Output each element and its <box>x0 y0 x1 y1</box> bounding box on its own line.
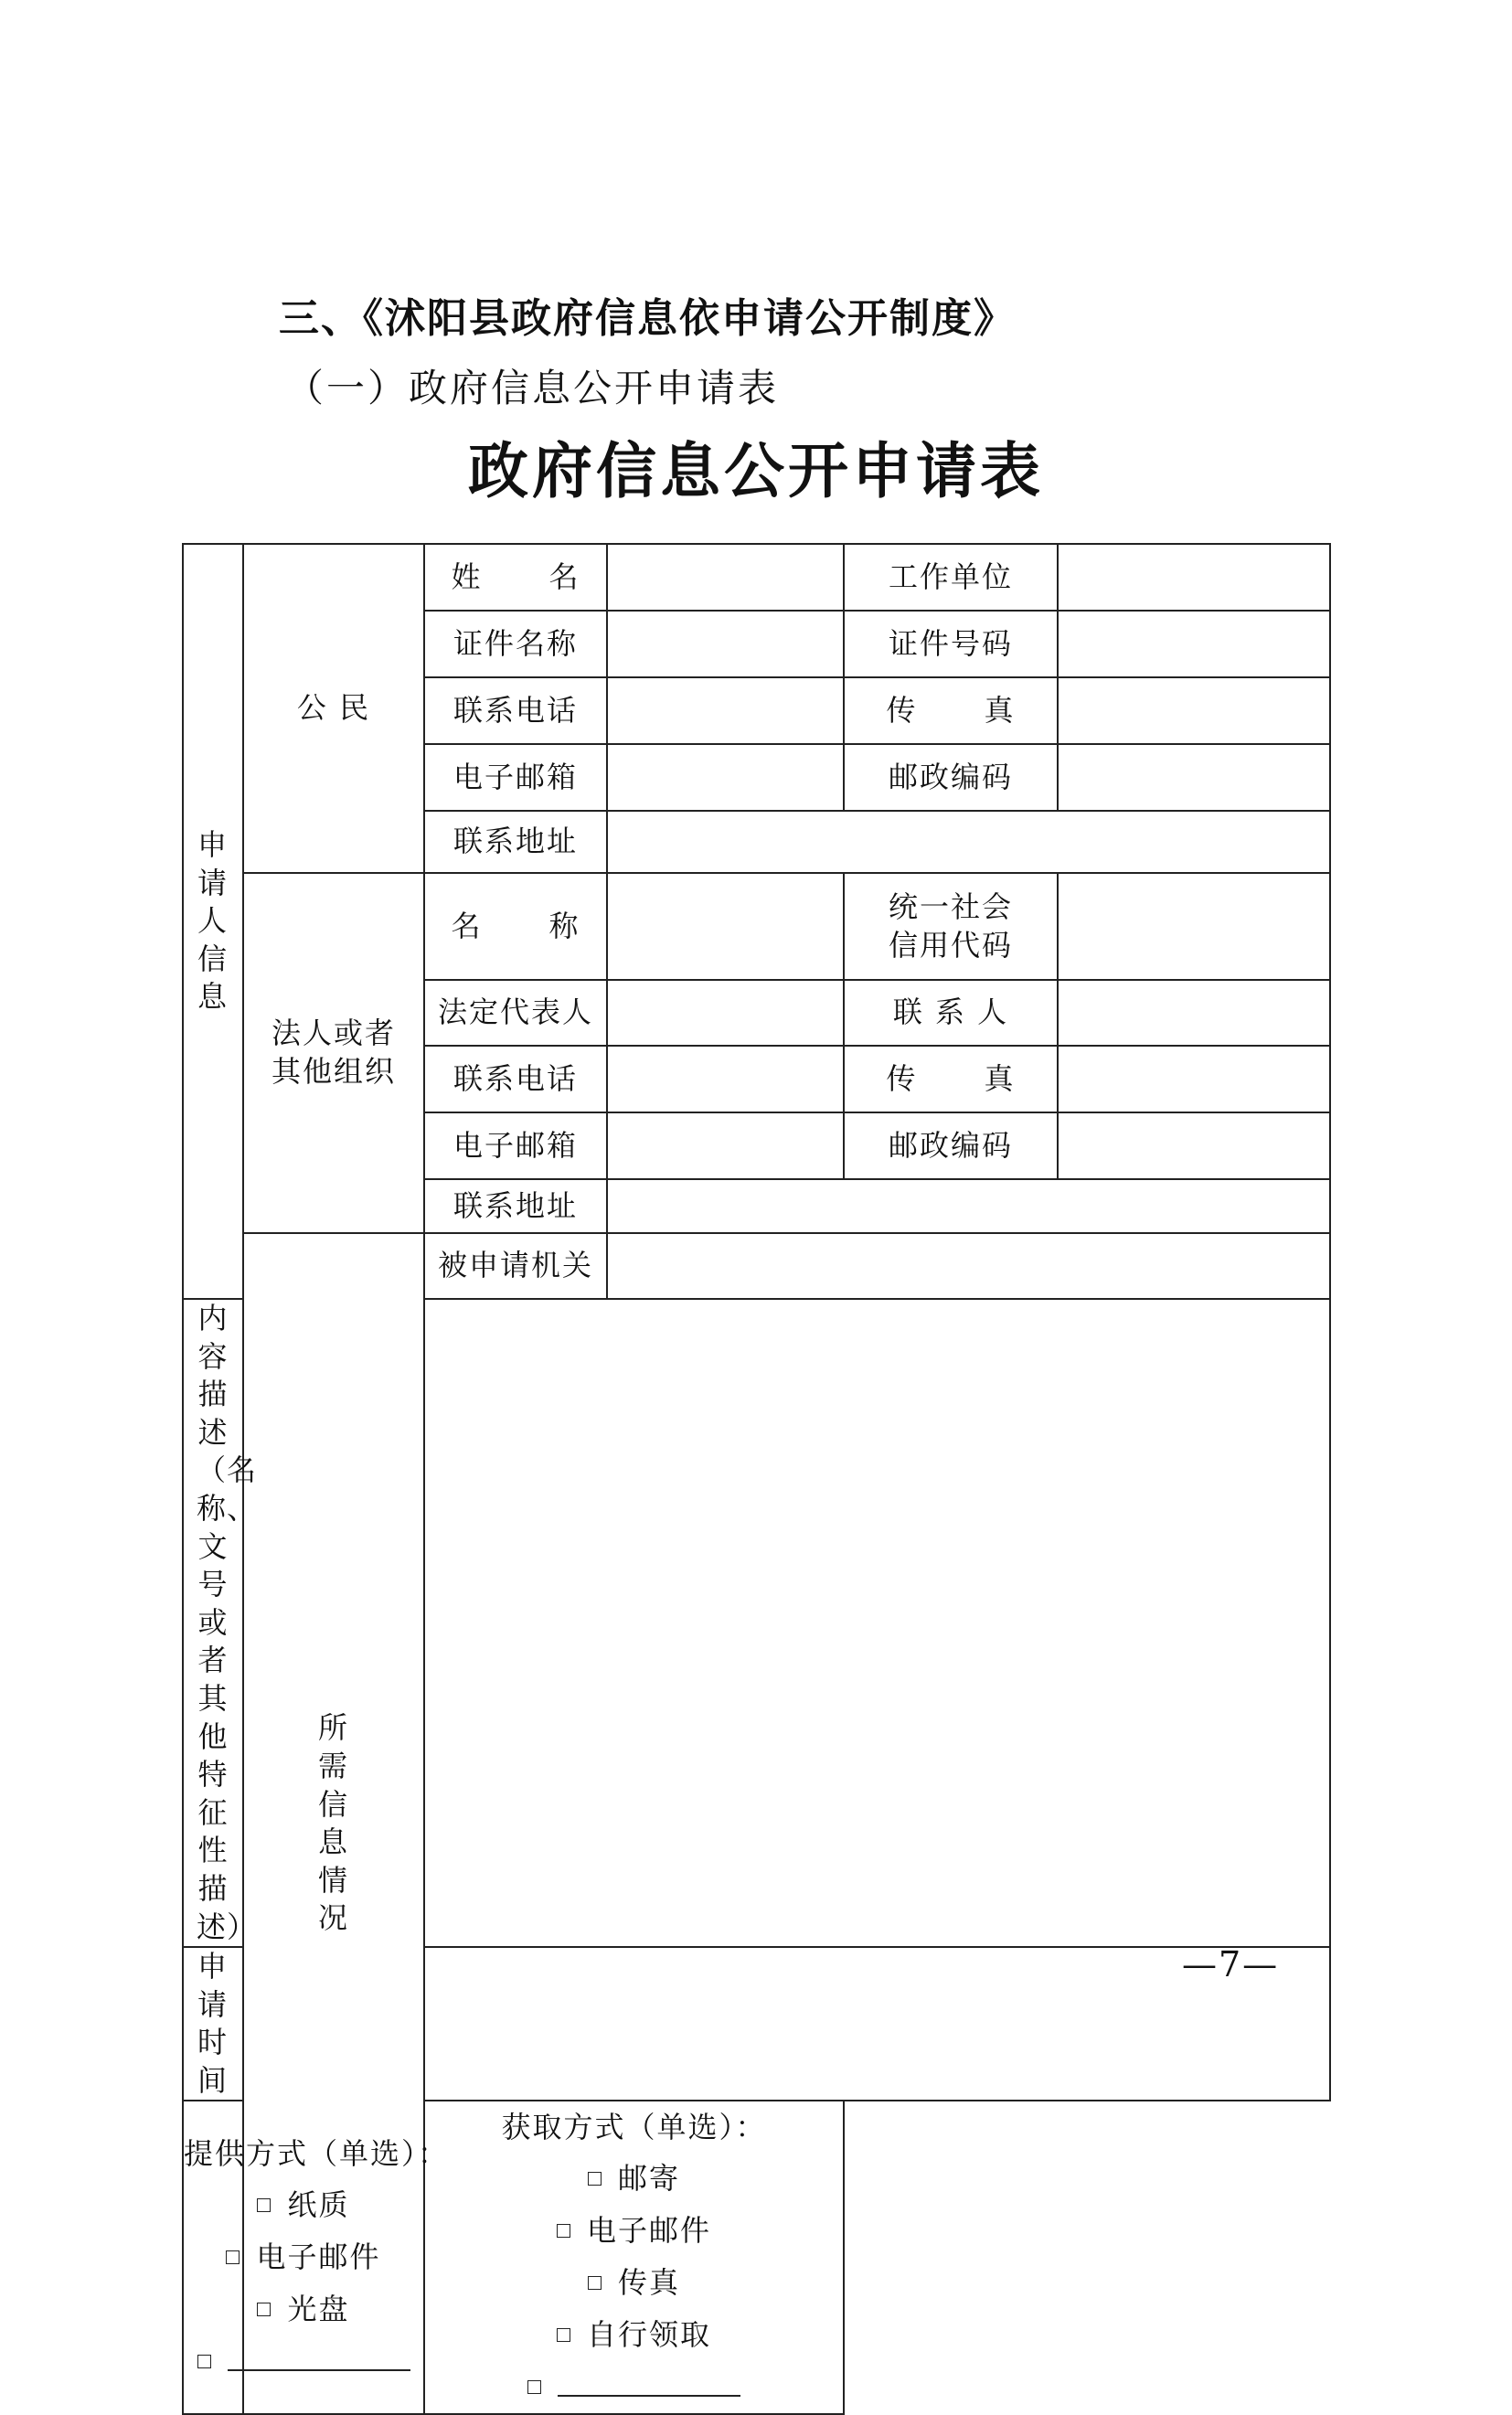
vertical-char: 所 <box>317 1710 349 1746</box>
checkbox-icon[interactable] <box>588 2172 602 2186</box>
agency-field[interactable] <box>607 1233 1330 1299</box>
org-postcode-label: 邮政编码 <box>844 1112 1058 1179</box>
option-label: 自行领取 <box>586 2317 711 2353</box>
org-label-text: 法人或者其他组织 <box>271 1016 396 1089</box>
org-legal-rep-field[interactable] <box>607 980 844 1046</box>
other-blank-line[interactable] <box>228 2346 410 2371</box>
other-blank-line[interactable] <box>558 2371 740 2397</box>
citizen-id-type-label: 证件名称 <box>424 611 607 677</box>
required-info-label-text <box>244 1709 423 1938</box>
page-number: —7— <box>1182 1944 1280 1984</box>
citizen-phone-field[interactable] <box>607 677 844 744</box>
applicant-info-label-text <box>184 826 242 1016</box>
org-credit-code-label <box>844 873 1058 980</box>
vertical-char: 况 <box>317 1900 349 1936</box>
citizen-fax-field[interactable] <box>1058 677 1330 744</box>
org-postcode-field[interactable] <box>1058 1112 1330 1179</box>
option-label: 光盘 <box>287 2291 350 2326</box>
citizen-phone-label: 联系电话 <box>424 677 607 744</box>
citizen-name-field[interactable] <box>607 544 844 611</box>
citizen-label: 公 民 <box>243 544 424 873</box>
option-label: 传真 <box>617 2265 680 2301</box>
org-email-field[interactable] <box>607 1112 844 1179</box>
subsection-heading: （一）政府信息公开申请表 <box>285 366 780 410</box>
vertical-char: 息 <box>317 1825 349 1860</box>
form-title: 政府信息公开申请表 <box>468 435 1044 506</box>
option-label: 纸质 <box>287 2186 350 2222</box>
citizen-id-number-label: 证件号码 <box>844 611 1058 677</box>
checkbox-icon[interactable] <box>257 2303 271 2316</box>
org-name-field[interactable] <box>607 873 844 980</box>
org-label <box>243 873 424 1233</box>
org-email-label: 电子邮箱 <box>424 1112 607 1179</box>
citizen-postcode-label: 邮政编码 <box>844 744 1058 811</box>
checkbox-icon[interactable] <box>527 2380 541 2394</box>
obtain-option-other[interactable] <box>425 2361 843 2413</box>
description-label-text: 内容描述（名称、文号或者其他特征性描述） <box>197 1301 258 1944</box>
org-fax-label: 传 真 <box>844 1046 1058 1112</box>
description-label <box>183 1299 258 1947</box>
provide-option-email[interactable] <box>184 2231 423 2283</box>
provide-method-section <box>183 2101 450 2414</box>
application-form-table <box>182 543 1331 2415</box>
citizen-name-label: 姓 名 <box>424 544 607 611</box>
option-label: 邮寄 <box>617 2161 680 2197</box>
provide-option-other[interactable] <box>184 2335 423 2388</box>
citizen-work-unit-field[interactable] <box>1058 544 1330 611</box>
org-credit-code-text: 统一社会信用代码 <box>888 888 1013 963</box>
applicant-info-label <box>183 544 243 1299</box>
vertical-char: 需 <box>317 1749 349 1784</box>
provide-method-title: 提供方式（单选）： <box>184 2135 450 2171</box>
obtain-method-title: 获取方式（单选）： <box>501 2110 767 2145</box>
vertical-char: 信 <box>317 1786 349 1822</box>
checkbox-icon[interactable] <box>257 2198 271 2212</box>
obtain-option-fax[interactable] <box>425 2257 843 2309</box>
checkbox-icon[interactable] <box>588 2276 602 2290</box>
vertical-char: 人 <box>197 903 229 939</box>
checkbox-icon[interactable] <box>226 2250 240 2264</box>
option-label: 电子邮件 <box>586 2213 711 2249</box>
description-field[interactable] <box>424 1299 1330 1947</box>
checkbox-icon[interactable] <box>557 2224 570 2238</box>
request-time-label: 申请时间 <box>183 1947 243 2101</box>
citizen-postcode-field[interactable] <box>1058 744 1330 811</box>
vertical-char: 息 <box>197 979 229 1015</box>
org-phone-field[interactable] <box>607 1046 844 1112</box>
vertical-char: 信 <box>197 941 229 976</box>
org-contact-label: 联 系 人 <box>844 980 1058 1046</box>
citizen-email-field[interactable] <box>607 744 844 811</box>
obtain-option-email[interactable] <box>425 2205 843 2257</box>
vertical-char: 请 <box>197 865 229 900</box>
checkbox-icon[interactable] <box>197 2355 211 2368</box>
citizen-address-label: 联系地址 <box>424 811 607 873</box>
org-address-label: 联系地址 <box>424 1179 607 1233</box>
option-label: 电子邮件 <box>256 2239 381 2274</box>
agency-label: 被申请机关 <box>424 1233 607 1299</box>
citizen-id-type-field[interactable] <box>607 611 844 677</box>
org-fax-field[interactable] <box>1058 1046 1330 1112</box>
obtain-method-section <box>424 2101 844 2414</box>
citizen-address-field[interactable] <box>607 811 1330 873</box>
citizen-fax-label: 传 真 <box>844 677 1058 744</box>
citizen-work-unit-label: 工作单位 <box>844 544 1058 611</box>
vertical-char: 情 <box>317 1862 349 1898</box>
provide-option-disc[interactable] <box>184 2283 423 2335</box>
obtain-option-self-pickup[interactable] <box>425 2309 843 2361</box>
org-address-field[interactable] <box>607 1179 1330 1233</box>
provide-option-paper[interactable] <box>184 2179 423 2231</box>
section-heading: 三、《沭阳县政府信息依申请公开制度》 <box>279 295 1016 342</box>
vertical-char: 申 <box>197 827 229 863</box>
org-contact-field[interactable] <box>1058 980 1330 1046</box>
checkbox-icon[interactable] <box>557 2328 570 2342</box>
org-name-label: 名 称 <box>424 873 607 980</box>
citizen-email-label: 电子邮箱 <box>424 744 607 811</box>
citizen-id-number-field[interactable] <box>1058 611 1330 677</box>
org-phone-label: 联系电话 <box>424 1046 607 1112</box>
obtain-option-mail[interactable] <box>425 2153 843 2205</box>
org-legal-rep-label: 法定代表人 <box>424 980 607 1046</box>
org-credit-code-field[interactable] <box>1058 873 1330 980</box>
